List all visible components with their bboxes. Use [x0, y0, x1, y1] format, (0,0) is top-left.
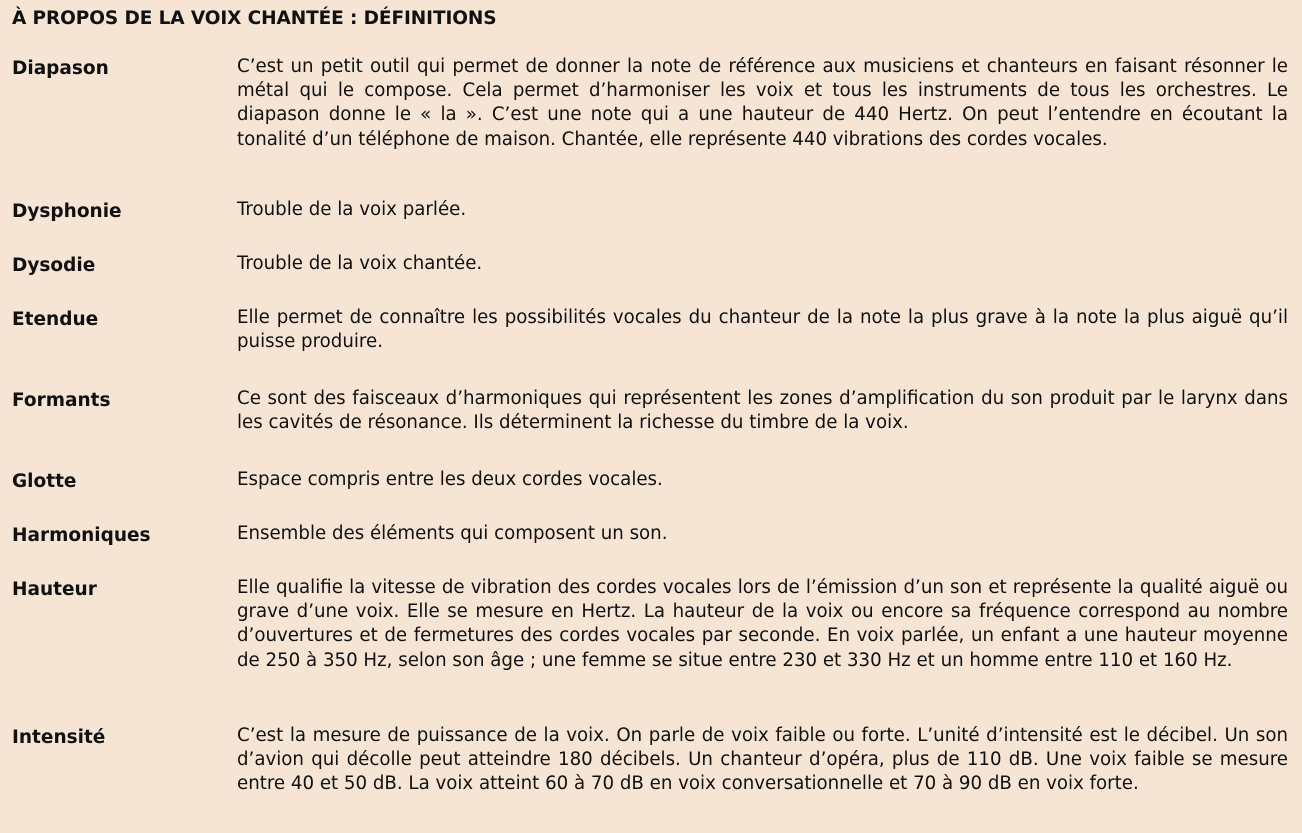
term-intensite: Intensité [12, 727, 106, 748]
definition-intensite: C’est la mesure de puissance de la voix. On parle de voix faible ou forte. L’unité d’intensité est le décibel. Un son d’avion qui décolle peut atteindre 180 décibels. Un chanteur d’opéra, plus de 110 dB. Une voix faible se mesure entre 40 et 50 dB. La voix atteint 60 à 70 dB en voix conversationnelle et 70 à 90 dB en voix forte. [237, 725, 1288, 795]
term-dysodie: Dysodie [12, 255, 96, 276]
definition-diapason: C’est un petit outil qui permet de donner la note de référence aux musiciens et chanteurs en faisant résonner le métal qui le compose. Cela permet d’harmoniser les voix et tous les instruments de tous les orchestres. Le diapason donne le « la ». C’est une note qui a une hauteur de 440 Hertz. On peut l’entendre en écoutant la tonalité d’un téléphone de maison. Chantée, elle représente 440 vibrations des cordes vocales. [237, 56, 1288, 150]
definition-entry-dysphonie [12, 198, 1288, 252]
definition-entry-glotte [12, 468, 1288, 522]
definition-dysodie: Trouble de la voix chantée. [237, 253, 483, 274]
term-formants: Formants [12, 390, 111, 411]
definition-dysphonie: Trouble de la voix parlée. [237, 199, 467, 220]
definition-etendue: Elle permet de connaître les possibilités vocales du chanteur de la note la plus grave à la note la plus aiguë qu’il puisse produire. [237, 307, 1288, 353]
definition-entry-hauteur [12, 576, 1288, 724]
definition-entry-formants [12, 387, 1288, 468]
term-diapason: Diapason [12, 58, 109, 79]
definition-entry-etendue [12, 306, 1288, 387]
definition-glotte: Espace compris entre les deux cordes vocales. [237, 469, 663, 490]
term-hauteur: Hauteur [12, 579, 97, 600]
term-etendue: Etendue [12, 309, 99, 330]
definition-hauteur: Elle qualifie la vitesse de vibration des cordes vocales lors de l’émission d’un son et représente la qualité aiguë ou grave d’une voix. Elle se mesure en Hertz. La hauteur de la voix ou encore sa fréquence correspond au nombre d’ouvertures et de fermetures des cordes vocales par seconde. En voix parlée, un enfant a une hauteur moyenne de 250 à 350 Hz, selon son âge ; une femme se situe entre 230 et 330 Hz et un homme entre 110 et 160 Hz. [237, 577, 1288, 671]
definition-entry-intensite [12, 724, 1288, 824]
term-harmoniques: Harmoniques [12, 525, 151, 546]
definition-harmoniques: Ensemble des éléments qui composent un son. [237, 523, 668, 544]
definition-formants: Ce sont des faisceaux d’harmoniques qui représentent les zones d’amplification du son produit par le larynx dans les cavités de résonance. Ils déterminent la richesse du timbre de la voix. [237, 388, 1288, 434]
definition-entry-dysodie [12, 252, 1288, 306]
page-title: À PROPOS DE LA VOIX CHANTÉE : DÉFINITIONS [12, 8, 497, 29]
definition-entry-harmoniques [12, 522, 1288, 576]
term-glotte: Glotte [12, 471, 77, 492]
term-dysphonie: Dysphonie [12, 201, 122, 222]
definition-entry-diapason [12, 55, 1288, 198]
